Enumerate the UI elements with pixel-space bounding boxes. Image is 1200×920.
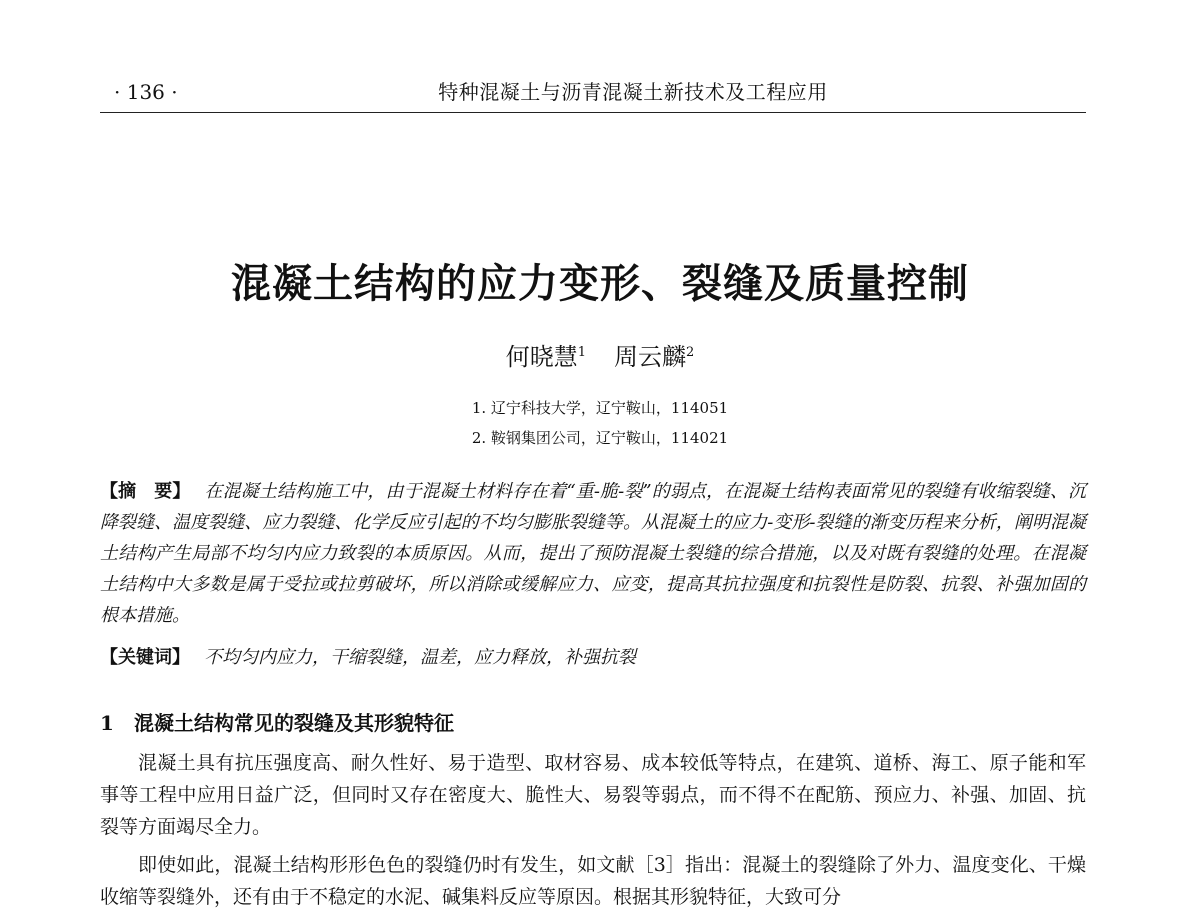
running-header bbox=[100, 78, 1086, 112]
author-name: 何晓慧 bbox=[505, 343, 578, 371]
abstract bbox=[100, 476, 1086, 631]
article-title: 混凝土结构的应力变形、裂缝及质量控制 bbox=[231, 260, 969, 307]
header-rule bbox=[100, 112, 1086, 113]
abstract-label: 【摘 要】 bbox=[100, 481, 191, 502]
author-affiliation-mark: 2 bbox=[686, 345, 695, 360]
author-name: 周云麟 bbox=[614, 343, 686, 371]
affiliation: 2. 鞍钢集团公司，辽宁鞍山，114021 bbox=[471, 429, 729, 447]
keywords-text: 不均匀内应力，干缩裂缝，温差，应力释放，补强抗裂 bbox=[204, 647, 636, 668]
body-paragraph: 即使如此，混凝土结构形形色色的裂缝仍时有发生，如文献［3］指出：混凝土的裂缝除了外力、温度变化、干燥收缩等裂缝外，还有由于不稳定的水泥、碱集料反应等原因。根据其形貌特征，大致可分 bbox=[100, 854, 1086, 908]
section-title: 混凝土结构常见的裂缝及其形貌特征 bbox=[134, 711, 454, 735]
page-number: · 136 · bbox=[114, 80, 178, 104]
body-paragraph: 混凝土具有抗压强度高、耐久性好、易于造型、取材容易、成本较低等特点，在建筑、道桥、海工、原子能和军事等工程中应用日益广泛，但同时又存在密度大、脆性大、易裂等弱点，而不得不在配筋、预应力、补强、加固、抗裂等方面竭尽全力。 bbox=[100, 752, 1086, 838]
section-number: 1 bbox=[100, 711, 114, 735]
author-line bbox=[120, 336, 1080, 374]
journal-title: 特种混凝土与沥青混凝土新技术及工程应用 bbox=[438, 80, 828, 104]
keywords-label: 【关键词】 bbox=[100, 647, 190, 668]
affiliation: 1. 辽宁科技大学，辽宁鞍山，114051 bbox=[471, 399, 729, 417]
abstract-text: 在混凝土结构施工中，由于混凝土材料存在着“重-脆-裂”的弱点，在混凝土结构表面常见的裂缝有收缩裂缝、沉降裂缝、温度裂缝、应力裂缝、化学反应引起的不均匀膨胀裂缝等。从混凝土的应力-变形-裂缝的渐变历程来分析，阐明混凝土结构产生局部不均匀内应力致裂的本质原因。从而，提出了预防混凝土裂缝的综合措施，以及对既有裂缝的处理。在混凝土结构中大多数是属于受拉或拉剪破坏，所以消除或缓解应力、应变，提高其抗拉强度和抗裂性是防裂、抗裂、补强加固的根本措施。 bbox=[100, 481, 1086, 626]
section-heading bbox=[100, 708, 1086, 738]
keywords bbox=[100, 642, 1086, 673]
author-affiliation-mark: 1 bbox=[577, 345, 586, 360]
